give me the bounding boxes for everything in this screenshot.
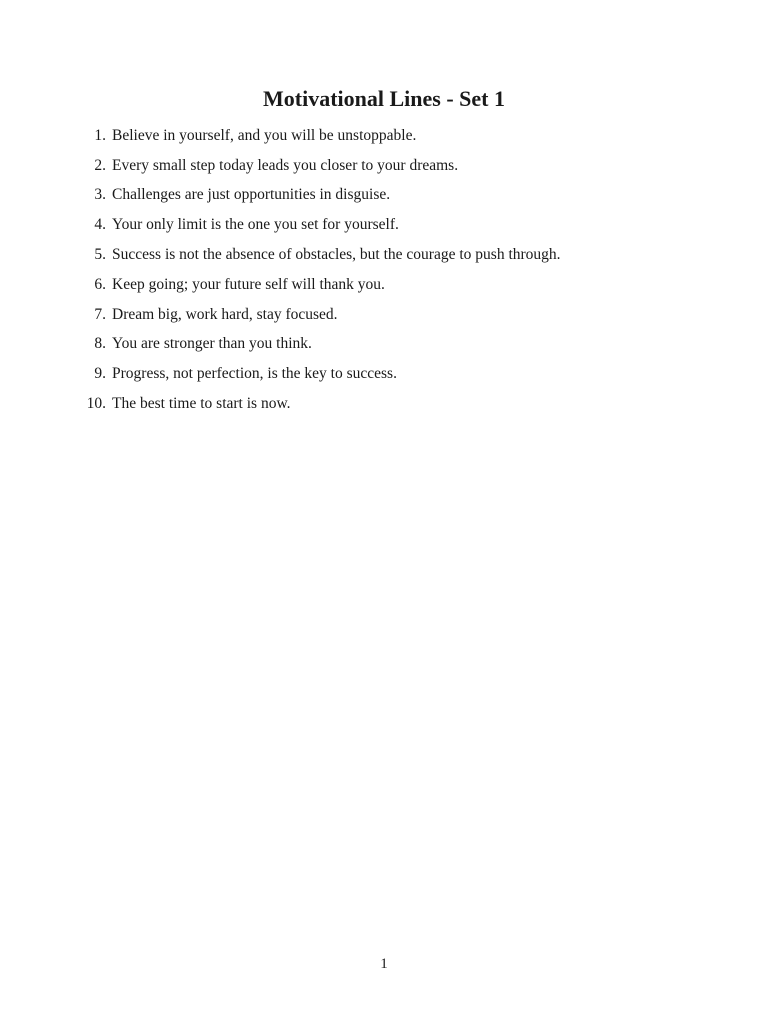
- list-item-number: 10.: [86, 395, 106, 413]
- list-item-number: 2.: [94, 156, 106, 174]
- list-item-number: 8.: [94, 335, 106, 353]
- list-item-number: 9.: [94, 365, 106, 383]
- list-item-number: 1.: [94, 126, 106, 144]
- list-item-text: Success is not the absence of obstacles, but the courage to push through.: [112, 246, 561, 264]
- motivational-lines-list: [80, 121, 720, 419]
- list-item: [80, 181, 720, 211]
- list-item-text: Dream big, work hard, stay focused.: [112, 305, 338, 323]
- list-item: [80, 330, 720, 360]
- page-title: Motivational Lines - Set 1: [263, 86, 505, 111]
- list-item-text: You are stronger than you think.: [112, 335, 312, 353]
- list-item-text: Progress, not perfection, is the key to success.: [112, 365, 397, 383]
- list-item-number: 3.: [94, 186, 106, 204]
- list-item-number: 6.: [94, 275, 106, 293]
- list-item-number: 4.: [94, 216, 106, 234]
- list-item-text: Your only limit is the one you set for yourself.: [112, 216, 399, 234]
- list-item: [80, 300, 720, 330]
- list-item: [80, 389, 720, 419]
- page-number: 1: [380, 956, 388, 972]
- list-item-number: 5.: [94, 246, 106, 264]
- list-item-text: Believe in yourself, and you will be unstoppable.: [112, 126, 417, 144]
- list-item-number: 7.: [94, 305, 106, 323]
- list-item: [80, 240, 720, 270]
- list-item: [80, 151, 720, 181]
- list-item-text: Keep going; your future self will thank you.: [112, 275, 385, 293]
- list-item: [80, 359, 720, 389]
- list-item-text: Challenges are just opportunities in disguise.: [112, 186, 391, 204]
- list-item: [80, 121, 720, 151]
- list-item-text: The best time to start is now.: [112, 395, 291, 413]
- list-item-text: Every small step today leads you closer to your dreams.: [112, 156, 459, 174]
- list-item: [80, 270, 720, 300]
- list-item: [80, 210, 720, 240]
